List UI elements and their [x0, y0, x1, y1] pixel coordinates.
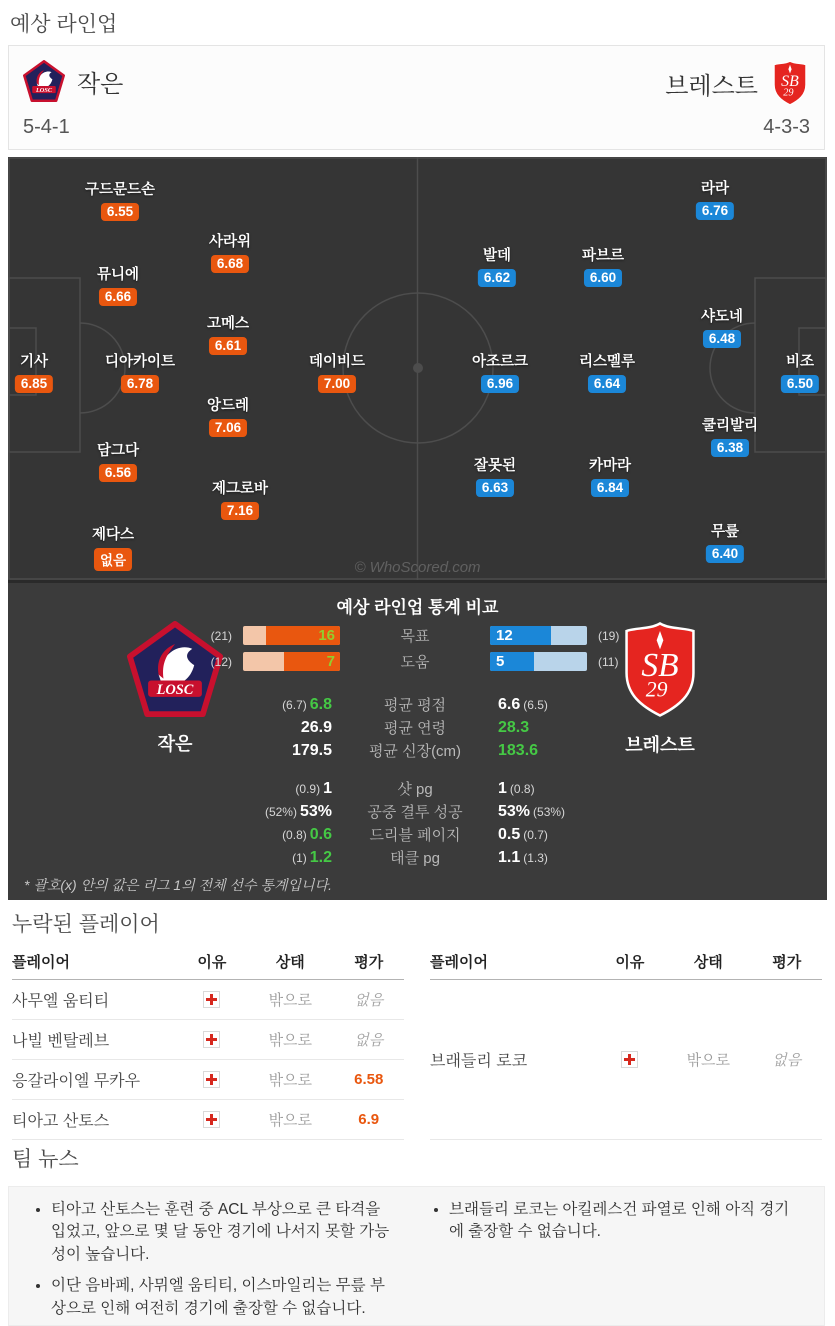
team-news-item: • 이단 음바페, 사뮈엘 움티티, 이스마일리는 무릎 부상으로 인해 여전히 경기에 출장할 수 없습니다.	[51, 1275, 393, 1320]
home-stat-value: 1	[323, 779, 332, 797]
away-formation: 4-3-3	[763, 116, 810, 138]
player-name: 카마라	[588, 458, 632, 474]
stat-text-row	[8, 846, 827, 869]
team-news-away-column	[431, 1199, 791, 1313]
svg-text:LOSC: LOSC	[35, 86, 53, 94]
player-rating-badge: 6.84	[591, 479, 629, 497]
home-team-name[interactable]: 작은	[77, 70, 124, 98]
away-stat-value: 12	[496, 627, 513, 644]
stat-text-row	[8, 716, 827, 739]
away-stat-cell	[490, 719, 827, 737]
player-rating-badge: 6.68	[211, 255, 249, 273]
player-rating-badge: 6.40	[706, 545, 744, 563]
player-away[interactable]	[472, 350, 528, 393]
away-stat-cell	[490, 696, 827, 714]
player-rating-badge: 6.48	[703, 330, 741, 348]
away-stat-value: 1.1	[498, 848, 521, 866]
away-stat-cell	[490, 780, 827, 798]
missing-player-reason	[595, 980, 666, 1140]
svg-text:SB: SB	[781, 73, 799, 91]
missing-player-rating	[333, 980, 404, 1020]
stat-row-label: 평균 신장(cm)	[368, 743, 462, 760]
home-stat-value: 179.5	[291, 741, 332, 759]
home-league-value: (0.8)	[282, 827, 307, 842]
column-header: 플레이어	[12, 946, 177, 980]
missing-player-reason	[177, 1060, 248, 1100]
away-team-header[interactable]	[665, 60, 810, 106]
player-name: 무릎	[710, 524, 739, 540]
player-name: 비조	[785, 354, 814, 370]
player-rating-badge: 7.00	[318, 375, 356, 393]
player-name: 고메스	[206, 316, 250, 332]
player-name: 담그다	[96, 443, 140, 459]
rating-value: 6.9	[358, 1111, 380, 1128]
away-stat-value: 1	[498, 779, 507, 797]
away-stat-value: 5	[496, 653, 505, 670]
stat-row-label: 평균 연령	[383, 720, 447, 737]
home-stat-value: 26.9	[300, 718, 332, 736]
away-stat-cell	[490, 742, 827, 760]
player-name: 파브르	[581, 248, 625, 264]
rating-value: 없음	[772, 1052, 802, 1069]
missing-player-rating	[751, 980, 822, 1140]
rating-value: 없음	[354, 992, 384, 1009]
player-rating-badge: 6.96	[481, 375, 519, 393]
missing-player-row	[12, 1060, 404, 1100]
player-away[interactable]	[706, 520, 744, 563]
stat-text-row	[8, 693, 827, 716]
away-stat-cell	[490, 826, 827, 844]
away-stat-bar-fill	[490, 652, 534, 671]
missing-player-reason	[177, 1020, 248, 1060]
home-stat-value: 6.8	[309, 695, 332, 713]
status-text: 밖으로	[268, 992, 313, 1009]
player-home[interactable]	[85, 178, 155, 221]
player-rating-badge: 6.62	[478, 269, 516, 287]
player-name: 라라	[700, 181, 729, 197]
away-stat-value: 6.6	[498, 695, 521, 713]
home-team-header[interactable]	[23, 60, 123, 102]
missing-player-status	[665, 980, 751, 1140]
stat-bar-row	[8, 625, 827, 645]
player-away[interactable]	[579, 350, 635, 393]
injury-cross-icon	[203, 1111, 220, 1128]
home-league-value: (6.7)	[282, 697, 307, 712]
missing-player-status	[247, 1060, 333, 1100]
match-header-card	[8, 45, 825, 150]
stat-row-label: 공중 결투 성공	[367, 804, 463, 821]
player-name: 제그로바	[211, 481, 269, 497]
player-rating-badge: 6.63	[476, 479, 514, 497]
player-rating-badge: 7.16	[221, 502, 259, 520]
team-news-home-column	[33, 1199, 393, 1317]
player-name: 디아카이트	[104, 354, 176, 370]
player-name: 쿨리발리	[701, 418, 759, 434]
home-league-value: (0.9)	[295, 781, 321, 796]
column-header: 상태	[247, 946, 333, 980]
home-league-value: (12)	[210, 654, 232, 669]
home-stat-cell	[8, 849, 340, 867]
pitch	[8, 157, 827, 580]
home-stat-value: 1.2	[309, 848, 332, 866]
injury-cross-icon	[203, 991, 220, 1008]
player-away[interactable]	[582, 244, 624, 287]
away-stat-bar-fill	[490, 626, 551, 645]
home-stat-value: 53%	[299, 802, 332, 820]
away-stat-cell	[490, 849, 827, 867]
home-league-value: (52%)	[264, 804, 297, 819]
team-news-item: • 티아고 산토스는 훈련 중 ACL 부상으로 큰 타격을 입었고, 앞으로 몇 달 동안 경기에 나서지 못할 가능성이 높습니다.	[51, 1199, 393, 1266]
player-name: 데이비드	[308, 354, 366, 370]
stat-row-label: 평균 평점	[383, 697, 447, 714]
player-rating-badge: 6.64	[588, 375, 626, 393]
table-header-row	[430, 946, 822, 980]
rating-value: 없음	[354, 1032, 384, 1049]
whoscored-watermark: © WhoScored.com	[354, 559, 481, 576]
rating-value: 6.58	[354, 1071, 384, 1088]
away-stat-value: 183.6	[498, 741, 539, 759]
player-home[interactable]	[15, 350, 53, 393]
missing-player-name[interactable]: 사무엘 움티티	[12, 980, 177, 1020]
player-away[interactable]	[781, 350, 819, 393]
missing-player-rating	[333, 1060, 404, 1100]
svg-text:LOSC: LOSC	[156, 681, 194, 698]
away-league-value: (6.5)	[523, 697, 548, 712]
player-name: 아조르크	[471, 354, 529, 370]
missing-player-row	[430, 980, 822, 1140]
missing-player-row	[12, 1020, 404, 1060]
injury-cross-icon	[621, 1051, 638, 1068]
column-header: 평가	[751, 946, 822, 980]
stat-text-row	[8, 739, 827, 762]
away-league-value: (1.3)	[523, 850, 548, 865]
away-stat-bar	[490, 626, 587, 645]
player-home[interactable]	[207, 394, 249, 437]
table-header-row	[12, 946, 404, 980]
stats-title: 예상 라인업 통계 비교	[336, 598, 499, 617]
player-rating-badge: 6.66	[99, 288, 137, 306]
stat-row-label: 태클 pg	[390, 850, 440, 867]
missing-player-row	[12, 1100, 404, 1140]
away-team-badge-icon	[770, 60, 810, 106]
home-stat-bar	[243, 626, 340, 645]
player-away[interactable]	[701, 305, 743, 348]
missing-player-status	[247, 1100, 333, 1140]
status-text: 밖으로	[268, 1072, 313, 1089]
away-stat-value: 28.3	[498, 718, 530, 736]
player-rating-badge: 7.06	[209, 419, 247, 437]
player-rating-badge: 6.61	[209, 337, 247, 355]
column-header: 상태	[665, 946, 751, 980]
missing-players-table-away	[430, 946, 822, 1140]
player-rating-badge: 6.56	[99, 464, 137, 482]
column-header: 평가	[333, 946, 404, 980]
player-rating-badge: 6.78	[121, 375, 159, 393]
home-stat-cell	[8, 803, 340, 821]
team-news-title: 팀 뉴스	[12, 1148, 79, 1171]
column-header: 이유	[177, 946, 248, 980]
player-rating-badge: 6.38	[711, 439, 749, 457]
stat-text-row	[8, 777, 827, 800]
missing-player-name[interactable]: 티아고 산토스	[12, 1100, 177, 1140]
player-name: 기사	[19, 354, 48, 370]
stat-bar-row	[8, 651, 827, 671]
away-team-name[interactable]: 브레스트	[665, 72, 758, 100]
stats-footnote: * 괄호(x) 안의 값은 리그 1의 전체 선수 통계입니다.	[24, 877, 332, 893]
page-title: 예상 라인업	[10, 13, 118, 36]
stats-home-team-label: 작은	[157, 734, 193, 754]
player-home[interactable]	[212, 477, 268, 520]
away-league-value: (0.7)	[523, 827, 548, 842]
player-name: 발데	[482, 248, 511, 264]
player-away[interactable]	[589, 454, 631, 497]
home-stat-cell	[8, 780, 340, 798]
home-stat-cell	[8, 742, 340, 760]
home-stat-cell	[8, 696, 340, 714]
player-rating-badge: 6.55	[101, 203, 139, 221]
stat-row-label: 샷 pg	[397, 781, 433, 798]
team-news-panel	[8, 1186, 825, 1326]
stat-text-row	[8, 823, 827, 846]
home-stat-bar	[243, 652, 340, 671]
missing-players-title: 누락된 플레이어	[12, 913, 160, 936]
column-header: 이유	[595, 946, 666, 980]
status-text: 밖으로	[686, 1052, 731, 1069]
lineup-stats-panel	[8, 580, 827, 900]
missing-players-table-home	[12, 946, 404, 1140]
missing-player-reason	[177, 980, 248, 1020]
player-home[interactable]	[97, 263, 139, 306]
away-league-value: (19)	[598, 628, 620, 643]
svg-text:29: 29	[783, 87, 794, 99]
away-league-value: (0.8)	[509, 781, 535, 796]
missing-player-reason	[177, 1100, 248, 1140]
player-away[interactable]	[478, 244, 516, 287]
player-away[interactable]	[696, 177, 734, 220]
home-stat-value: 16	[318, 627, 335, 644]
injury-cross-icon	[203, 1071, 220, 1088]
player-home[interactable]	[97, 439, 139, 482]
player-rating-badge: 없음	[94, 548, 132, 571]
stat-row-label: 드리블 페이지	[369, 827, 461, 844]
player-rating-badge: 6.50	[781, 375, 819, 393]
svg-text:29: 29	[645, 677, 668, 702]
player-away[interactable]	[702, 414, 758, 457]
home-stat-value: 7	[326, 653, 335, 670]
missing-player-rating	[333, 1100, 404, 1140]
player-name: 사라위	[208, 234, 252, 250]
missing-player-row	[12, 980, 404, 1020]
home-stat-cell	[8, 719, 340, 737]
player-away[interactable]	[474, 454, 516, 497]
home-team-badge-icon	[23, 60, 65, 102]
missing-player-name[interactable]: 나빌 벤탈레브	[12, 1020, 177, 1060]
player-name: 샤도네	[700, 309, 744, 325]
team-news-item: • 브래들리 로코는 아킬레스건 파열로 인해 아직 경기에 출장할 수 없습니다.	[449, 1199, 791, 1244]
player-name: 뮤니에	[96, 267, 140, 283]
stat-row-label: 목표	[400, 628, 430, 645]
player-rating-badge: 6.85	[15, 375, 53, 393]
away-league-value: (53%)	[533, 804, 566, 819]
stats-away-team-label: 브레스트	[625, 735, 695, 755]
away-stat-value: 0.5	[498, 825, 521, 843]
player-home[interactable]	[209, 230, 251, 273]
player-name: 구드문드손	[84, 182, 156, 198]
player-home[interactable]	[105, 350, 175, 393]
away-league-value: (11)	[598, 654, 619, 669]
missing-player-status	[247, 1020, 333, 1060]
column-header: 플레이어	[430, 946, 595, 980]
missing-players-tables	[12, 946, 823, 1140]
missing-player-status	[247, 980, 333, 1020]
missing-player-name[interactable]: 브래들리 로코	[430, 980, 595, 1140]
home-league-value: (21)	[210, 628, 232, 643]
player-home[interactable]	[309, 350, 365, 393]
away-stat-value: 53%	[498, 802, 531, 820]
status-text: 밖으로	[268, 1112, 313, 1129]
away-stat-bar	[490, 652, 587, 671]
player-home[interactable]	[207, 312, 249, 355]
player-home[interactable]	[92, 523, 134, 571]
status-text: 밖으로	[268, 1032, 313, 1049]
home-stat-value: 0.6	[309, 825, 332, 843]
player-name: 리스멜루	[578, 354, 636, 370]
home-stat-bar-fill	[266, 626, 340, 645]
player-name: 잘못된	[473, 458, 517, 474]
player-name: 앙드레	[206, 398, 250, 414]
stat-row-label: 도움	[400, 654, 430, 671]
home-stat-bar-fill	[284, 652, 340, 671]
missing-player-rating	[333, 1020, 404, 1060]
stat-text-row	[8, 800, 827, 823]
injury-cross-icon	[203, 1031, 220, 1048]
player-name: 제다스	[91, 527, 135, 543]
home-league-value: (1)	[292, 850, 307, 865]
player-rating-badge: 6.76	[696, 202, 734, 220]
player-rating-badge: 6.60	[584, 269, 622, 287]
home-stat-cell	[8, 826, 340, 844]
away-stat-cell	[490, 803, 827, 821]
svg-text:SB: SB	[641, 647, 679, 685]
missing-player-name[interactable]: 응갈라이엘 무카우	[12, 1060, 177, 1100]
home-formation: 5-4-1	[23, 116, 70, 138]
